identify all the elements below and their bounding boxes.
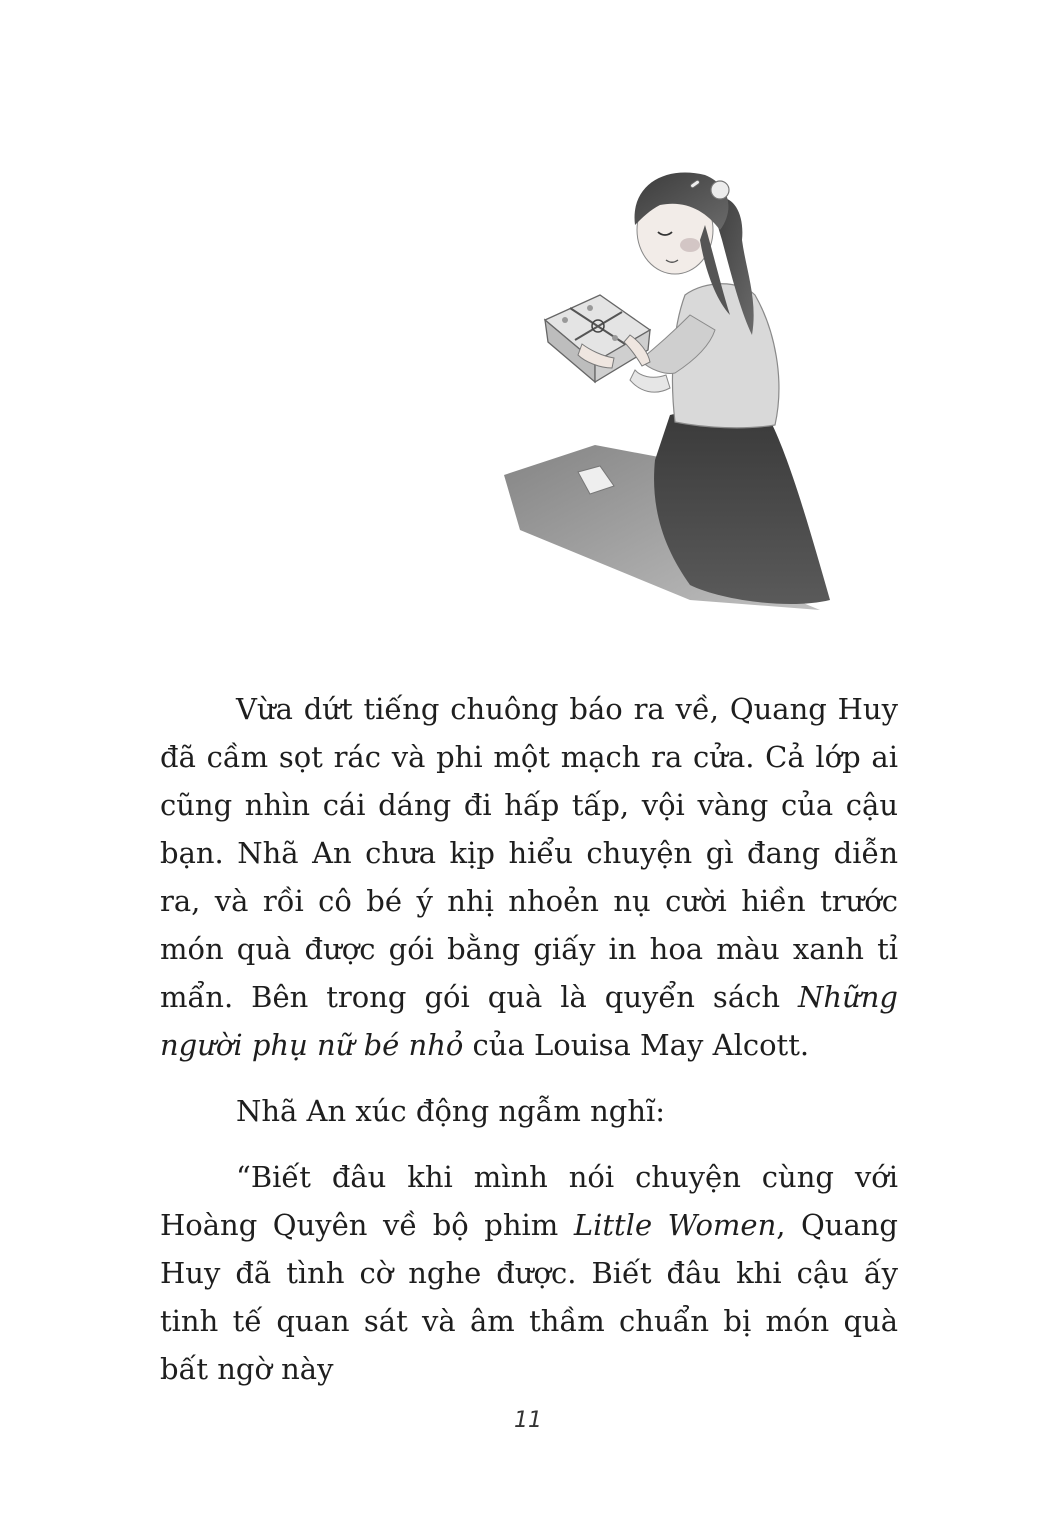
paragraph-3-text-b: , Quang Huy đã tình cờ nghe được. Biết đâu khi cậu ấy tinh tế quan sát và âm thầm chuẩn bị món quà bất ngờ này [160, 1208, 898, 1386]
page-number: 11 [514, 1408, 542, 1433]
scrunchie [711, 181, 729, 199]
paragraph-2: Nhã An xúc động ngẫm nghĩ: [236, 1094, 666, 1128]
paragraph-1-text-b: của Louisa May Alcott. [463, 1028, 810, 1062]
story-text [160, 685, 898, 1411]
book-title: Những người phụ nữ bé nhỏ [160, 980, 898, 1062]
paragraph-1-text-a: Vừa dứt tiếng chuông báo ra về, Quang Huy đã cầm sọt rác và phi một mạch ra cửa. Cả lớp ai cũng nhìn cái dáng đi hấp tấp, vội vàng của cậu bạn. Nhã An chưa kịp hiểu chuyện gì đang diễn ra, và rồi cô bé ý nhị nhoẻn nụ cười hiền trước món quà được gói bằng giấy in hoa màu xanh tỉ mẩn. Bên trong gói quà là quyển sách [160, 692, 898, 1014]
film-title: Little Women [573, 1208, 777, 1242]
girl-with-gift-illustration [490, 130, 860, 630]
paragraph-1 [160, 685, 898, 1069]
paragraph-3 [160, 1153, 898, 1393]
paragraph-3-text-a: “Biết đâu khi mình nói chuyện cùng với Hoàng Quyên về bộ phim [160, 1160, 898, 1242]
